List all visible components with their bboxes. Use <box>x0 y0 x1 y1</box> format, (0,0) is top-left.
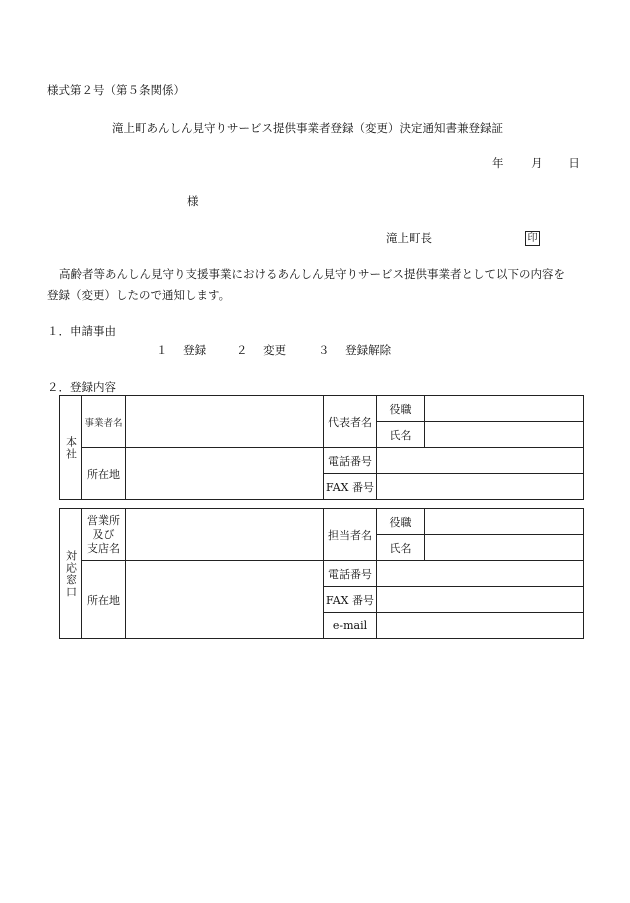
date-day: 日 <box>568 156 580 170</box>
phone-label: 電話番号 <box>324 448 377 474</box>
body-line-1: 高齢者等あんしん見守り支援事業におけるあんしん見守りサービス提供事業者として以下の内容を <box>59 267 565 281</box>
date-year: 年 <box>492 156 504 170</box>
office-name-line: 及び <box>92 527 115 541</box>
address-field[interactable] <box>126 561 324 639</box>
section1-heading: １．申請事由 <box>47 324 116 338</box>
person-label: 担当者名 <box>324 509 377 561</box>
reason-option-2 <box>236 342 286 358</box>
head-office-table <box>59 395 584 500</box>
phone-field[interactable] <box>377 448 584 474</box>
office-name-line: 支店名 <box>87 541 120 555</box>
address-label: 所在地 <box>82 448 126 500</box>
position-label: 役職 <box>377 509 425 535</box>
fax-field[interactable] <box>377 587 584 613</box>
option-number: １ <box>156 343 168 357</box>
phone-label: 電話番号 <box>324 561 377 587</box>
document-title: 滝上町あんしん見守りサービス提供事業者登録（変更）決定通知書兼登録証 <box>112 121 503 135</box>
address-label: 所在地 <box>82 561 126 639</box>
option-number: ２ <box>236 343 248 357</box>
contact-group-label: 対応窓口 <box>60 509 82 639</box>
seal-mark: 印 <box>525 231 540 246</box>
representative-label: 代表者名 <box>324 396 377 448</box>
business-name-label: 事業者名 <box>82 396 126 448</box>
name-label: 氏名 <box>377 422 425 448</box>
option-number: ３ <box>318 343 330 357</box>
date-month: 月 <box>531 156 543 170</box>
email-field[interactable] <box>377 613 584 639</box>
name-label: 氏名 <box>377 535 425 561</box>
name-field[interactable] <box>425 535 584 561</box>
reason-option-1 <box>156 342 206 358</box>
issuer-name: 滝上町長 <box>386 231 432 245</box>
position-field[interactable] <box>425 396 584 422</box>
reason-option-3 <box>318 342 391 358</box>
head-office-group-label: 本社 <box>60 396 82 500</box>
fax-label: FAX 番号 <box>324 587 377 613</box>
name-field[interactable] <box>425 422 584 448</box>
option-label: 変更 <box>263 343 287 357</box>
phone-field[interactable] <box>377 561 584 587</box>
position-label: 役職 <box>377 396 425 422</box>
fax-field[interactable] <box>377 474 584 500</box>
office-name-label <box>82 509 126 561</box>
office-name-line: 営業所 <box>87 513 120 527</box>
office-name-field[interactable] <box>126 509 324 561</box>
form-number: 様式第２号（第５条関係） <box>47 83 185 97</box>
addressee-honorific: 様 <box>187 194 199 208</box>
fax-label: FAX 番号 <box>324 474 377 500</box>
option-label: 登録解除 <box>345 343 392 357</box>
position-field[interactable] <box>425 509 584 535</box>
email-label: e-mail <box>324 613 377 639</box>
option-label: 登録 <box>183 343 207 357</box>
section2-heading: ２．登録内容 <box>47 380 116 394</box>
body-line-2: 登録（変更）したので通知します。 <box>47 288 231 302</box>
date-line <box>492 155 580 171</box>
contact-table <box>59 508 584 639</box>
address-field[interactable] <box>126 448 324 500</box>
business-name-field[interactable] <box>126 396 324 448</box>
